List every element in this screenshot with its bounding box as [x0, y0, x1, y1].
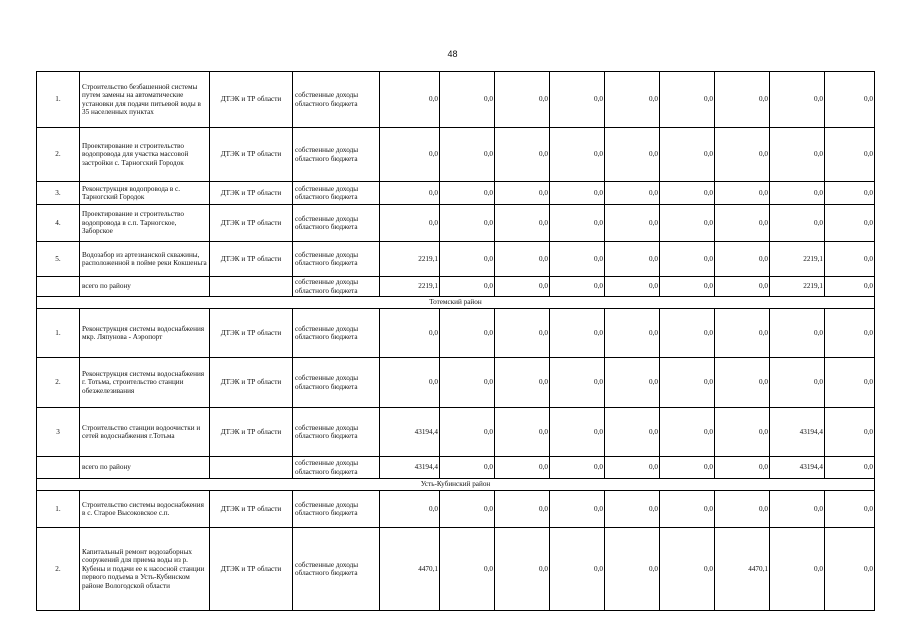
value-cell: 0,0 — [440, 277, 495, 297]
project-name: Проектирование и строительство водопровода для участка массовой застройки с. Тарногский Городок — [80, 128, 210, 182]
value-cell: 0,0 — [770, 182, 825, 205]
value-cell: 43194,4 — [770, 457, 825, 479]
row-number — [37, 277, 80, 297]
table-row — [37, 309, 875, 358]
project-name: Строительство станции водоочистки и сетей водоснабжения г.Тотьма — [80, 408, 210, 457]
value-cell: 0,0 — [495, 72, 550, 128]
value-cell: 0,0 — [605, 128, 660, 182]
project-name: Строительство безбашенной системы путем замены на автоматические установки для подачи питьевой воды в 35 населенных пунктах — [80, 72, 210, 128]
value-cell: 0,0 — [550, 277, 605, 297]
value-cell: 0,0 — [660, 205, 715, 242]
district-name: Тотемский район — [37, 297, 875, 309]
executor: ДТЭК и ТР области — [210, 528, 293, 611]
district-header-row — [37, 479, 875, 491]
value-cell: 0,0 — [380, 491, 440, 528]
page-number: 48 — [447, 49, 458, 59]
funding-source: собственные доходы областного бюджета — [293, 205, 380, 242]
value-cell: 0,0 — [380, 205, 440, 242]
executor: ДТЭК и ТР области — [210, 128, 293, 182]
row-number: 2. — [37, 128, 80, 182]
row-number: 1. — [37, 309, 80, 358]
project-name: Проектирование и строительство водопровода в с.п. Тарногское, Заборское — [80, 205, 210, 242]
value-cell: 0,0 — [825, 408, 875, 457]
value-cell: 0,0 — [770, 72, 825, 128]
row-number: 2. — [37, 528, 80, 611]
row-number: 3. — [37, 182, 80, 205]
value-cell: 0,0 — [495, 358, 550, 408]
value-cell: 0,0 — [825, 242, 875, 277]
executor — [210, 457, 293, 479]
project-name: Водозабор из артезианской скважины, расположенной в пойме реки Кокшеньга — [80, 242, 210, 277]
executor: ДТЭК и ТР области — [210, 242, 293, 277]
value-cell: 0,0 — [825, 457, 875, 479]
table-body — [37, 72, 875, 611]
value-cell: 0,0 — [605, 491, 660, 528]
value-cell: 0,0 — [770, 309, 825, 358]
table-row — [37, 128, 875, 182]
value-cell: 0,0 — [550, 491, 605, 528]
value-cell: 0,0 — [770, 205, 825, 242]
value-cell: 0,0 — [440, 128, 495, 182]
value-cell: 2219,1 — [770, 242, 825, 277]
value-cell: 43194,4 — [770, 408, 825, 457]
value-cell: 0,0 — [660, 528, 715, 611]
value-cell: 0,0 — [715, 457, 770, 479]
table-row — [37, 72, 875, 128]
value-cell: 0,0 — [495, 182, 550, 205]
value-cell: 0,0 — [495, 277, 550, 297]
value-cell: 0,0 — [495, 491, 550, 528]
value-cell: 0,0 — [605, 457, 660, 479]
value-cell: 0,0 — [495, 242, 550, 277]
value-cell: 0,0 — [660, 358, 715, 408]
value-cell: 0,0 — [380, 128, 440, 182]
district-header-row — [37, 297, 875, 309]
value-cell: 0,0 — [825, 528, 875, 611]
executor: ДТЭК и ТР области — [210, 309, 293, 358]
value-cell: 0,0 — [605, 72, 660, 128]
value-cell: 0,0 — [440, 491, 495, 528]
row-number: 5. — [37, 242, 80, 277]
value-cell: 0,0 — [380, 309, 440, 358]
value-cell: 0,0 — [715, 242, 770, 277]
executor: ДТЭК и ТР области — [210, 182, 293, 205]
value-cell: 0,0 — [550, 242, 605, 277]
value-cell: 0,0 — [825, 277, 875, 297]
funding-source: собственные доходы областного бюджета — [293, 491, 380, 528]
funding-source: собственные доходы областного бюджета — [293, 408, 380, 457]
district-total-row — [37, 277, 875, 297]
table-row — [37, 205, 875, 242]
row-number: 3 — [37, 408, 80, 457]
funding-source: собственные доходы областного бюджета — [293, 457, 380, 479]
project-name: Реконструкция системы водоснабжения мкр. Ляпунова - Аэропорт — [80, 309, 210, 358]
value-cell: 0,0 — [495, 408, 550, 457]
value-cell: 0,0 — [550, 309, 605, 358]
executor: ДТЭК и ТР области — [210, 205, 293, 242]
value-cell: 0,0 — [660, 457, 715, 479]
value-cell: 0,0 — [440, 72, 495, 128]
value-cell: 43194,4 — [380, 457, 440, 479]
value-cell: 0,0 — [550, 72, 605, 128]
value-cell: 2219,1 — [770, 277, 825, 297]
value-cell: 0,0 — [715, 408, 770, 457]
value-cell: 0,0 — [825, 358, 875, 408]
row-number — [37, 457, 80, 479]
value-cell: 0,0 — [440, 205, 495, 242]
value-cell: 0,0 — [715, 277, 770, 297]
value-cell: 0,0 — [770, 128, 825, 182]
project-name: всего по району — [80, 277, 210, 297]
value-cell: 0,0 — [660, 277, 715, 297]
value-cell: 0,0 — [605, 277, 660, 297]
value-cell: 0,0 — [605, 528, 660, 611]
value-cell: 0,0 — [380, 72, 440, 128]
value-cell: 0,0 — [825, 72, 875, 128]
district-total-row — [37, 457, 875, 479]
executor: ДТЭК и ТР области — [210, 491, 293, 528]
value-cell: 0,0 — [715, 72, 770, 128]
value-cell: 0,0 — [660, 491, 715, 528]
project-name: Реконструкция системы водоснабжения г. Тотьма, строительство станции обезжелезивания — [80, 358, 210, 408]
funding-source: собственные доходы областного бюджета — [293, 277, 380, 297]
executor: ДТЭК и ТР области — [210, 72, 293, 128]
value-cell: 0,0 — [660, 128, 715, 182]
funding-source: собственные доходы областного бюджета — [293, 242, 380, 277]
value-cell: 0,0 — [715, 309, 770, 358]
value-cell: 0,0 — [550, 457, 605, 479]
value-cell: 0,0 — [495, 457, 550, 479]
executor: ДТЭК и ТР области — [210, 408, 293, 457]
value-cell: 4470,1 — [380, 528, 440, 611]
value-cell: 0,0 — [715, 491, 770, 528]
value-cell: 0,0 — [605, 182, 660, 205]
row-number: 4. — [37, 205, 80, 242]
value-cell: 0,0 — [495, 528, 550, 611]
value-cell: 0,0 — [380, 182, 440, 205]
value-cell: 0,0 — [550, 205, 605, 242]
funding-source: собственные доходы областного бюджета — [293, 309, 380, 358]
table-row — [37, 528, 875, 611]
value-cell: 0,0 — [495, 128, 550, 182]
value-cell: 0,0 — [825, 128, 875, 182]
value-cell: 0,0 — [825, 205, 875, 242]
funding-source: собственные доходы областного бюджета — [293, 128, 380, 182]
value-cell: 0,0 — [660, 182, 715, 205]
value-cell: 0,0 — [660, 242, 715, 277]
value-cell: 0,0 — [440, 457, 495, 479]
value-cell: 0,0 — [380, 358, 440, 408]
project-name: всего по району — [80, 457, 210, 479]
value-cell: 43194,4 — [380, 408, 440, 457]
row-number: 1. — [37, 491, 80, 528]
funding-source: собственные доходы областного бюджета — [293, 182, 380, 205]
value-cell: 0,0 — [770, 491, 825, 528]
district-name: Усть-Кубинский район — [37, 479, 875, 491]
project-name: Реконструкция водопровода в с. Тарногский Городок — [80, 182, 210, 205]
table-row — [37, 182, 875, 205]
funding-source: собственные доходы областного бюджета — [293, 358, 380, 408]
table-row — [37, 491, 875, 528]
value-cell: 0,0 — [605, 242, 660, 277]
value-cell: 0,0 — [605, 309, 660, 358]
value-cell: 0,0 — [440, 408, 495, 457]
value-cell: 2219,1 — [380, 277, 440, 297]
value-cell: 0,0 — [495, 309, 550, 358]
value-cell: 0,0 — [440, 309, 495, 358]
value-cell: 0,0 — [660, 408, 715, 457]
value-cell: 0,0 — [605, 358, 660, 408]
executor — [210, 277, 293, 297]
table-row — [37, 358, 875, 408]
row-number: 2. — [37, 358, 80, 408]
executor: ДТЭК и ТР области — [210, 358, 293, 408]
value-cell: 0,0 — [825, 309, 875, 358]
value-cell: 0,0 — [605, 205, 660, 242]
value-cell: 2219,1 — [380, 242, 440, 277]
value-cell: 0,0 — [715, 128, 770, 182]
value-cell: 0,0 — [440, 242, 495, 277]
funding-source: собственные доходы областного бюджета — [293, 528, 380, 611]
value-cell: 0,0 — [770, 528, 825, 611]
value-cell: 0,0 — [825, 182, 875, 205]
value-cell: 4470,1 — [715, 528, 770, 611]
value-cell: 0,0 — [550, 182, 605, 205]
table-row — [37, 408, 875, 457]
value-cell: 0,0 — [550, 358, 605, 408]
table-row — [37, 242, 875, 277]
value-cell: 0,0 — [660, 72, 715, 128]
value-cell: 0,0 — [605, 408, 660, 457]
value-cell: 0,0 — [440, 358, 495, 408]
value-cell: 0,0 — [440, 528, 495, 611]
value-cell: 0,0 — [660, 309, 715, 358]
value-cell: 0,0 — [715, 205, 770, 242]
project-name: Капитальный ремонт водозаборных сооружений для приема воды из р. Кубены и подачи ее к насосной станции первого подъема в Усть-Кубинском районе Вологодской области — [80, 528, 210, 611]
value-cell: 0,0 — [715, 182, 770, 205]
value-cell: 0,0 — [715, 358, 770, 408]
budget-table — [36, 71, 875, 611]
project-name: Строительство системы водоснабжения в с. Старое Высоковское с.п. — [80, 491, 210, 528]
value-cell: 0,0 — [770, 358, 825, 408]
value-cell: 0,0 — [825, 491, 875, 528]
value-cell: 0,0 — [550, 408, 605, 457]
value-cell: 0,0 — [440, 182, 495, 205]
row-number: 1. — [37, 72, 80, 128]
value-cell: 0,0 — [495, 205, 550, 242]
value-cell: 0,0 — [550, 528, 605, 611]
funding-source: собственные доходы областного бюджета — [293, 72, 380, 128]
value-cell: 0,0 — [550, 128, 605, 182]
